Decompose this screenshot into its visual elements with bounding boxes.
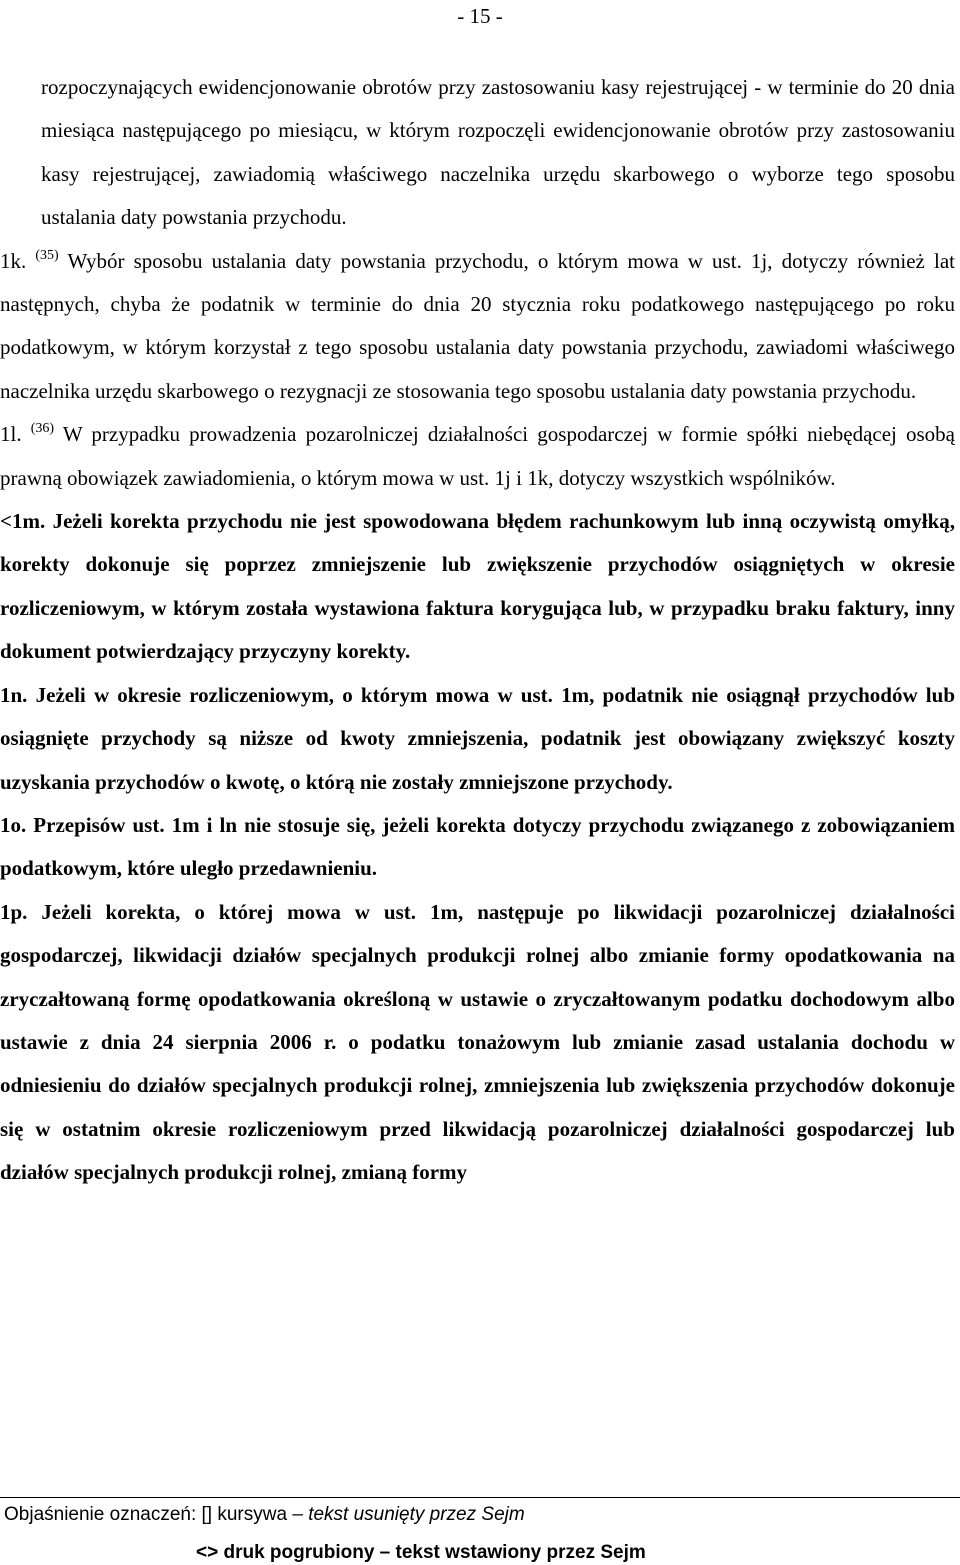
document-body — [0, 66, 956, 1195]
paragraph-1n — [0, 674, 955, 804]
paragraph-1p — [0, 891, 955, 1195]
legend-label: Objaśnienie oznaczeń: — [4, 1504, 197, 1525]
paragraph-1o — [0, 804, 955, 891]
footnote-ref: (35) — [35, 247, 59, 263]
page-number: - 15 - — [457, 4, 503, 28]
footer-legend-line-1 — [4, 1503, 960, 1527]
paragraph-number: 1p. — [0, 899, 28, 924]
paragraph-text: Jeżeli korekta przychodu nie jest spowodowana błędem rachunkowym lub inną oczywistą omyłką, korekty dokonuje się poprzez zmniejszenie lub zwiększenie przychodów osiągniętych w okresie rozliczeniowym, w którym została wystawiona faktura korygująca lub, w przypadku braku faktury, inny dokument potwierdzający przyczyny korekty. — [0, 509, 956, 664]
paragraph-number: <1m. — [0, 509, 46, 534]
paragraph-text: Przepisów ust. 1m i ln nie stosuje się, jeżeli korekta dotyczy przychodu związanego z zobowiązaniem podatkowym, które uległo przedawnieniu. — [0, 812, 955, 881]
legend-meaning: tekst usunięty przez Sejm — [308, 1504, 525, 1525]
paragraph-1l — [0, 413, 955, 500]
paragraph-text: Jeżeli korekta, o której mowa w ust. 1m, następuje po likwidacji pozarolniczej działalności gospodarczej, likwidacji działów specjalnych produkcji rolnej albo zmianie formy opodatkowania na zryczałtowaną formę opodatkowania określoną w ustawie o zryczałtowanym podatku dochodowym albo ustawie z dnia 24 sierpnia 2006 r. o podatku tonażowym lub zmianie zasad ustalania dochodu w odniesieniu do działów specjalnych produkcji rolnej, zmniejszenia lub zwiększenia przychodów dokonuje się w ostatnim okresie rozliczeniowym przed likwidacją pozarolniczej działalności gospodarczej lub działów specjalnych produkcji rolnej, zmianą formy — [0, 899, 955, 1185]
paragraph-1k — [0, 240, 955, 414]
footer-divider — [0, 1497, 960, 1498]
footer-legend-line-2: <> druk pogrubiony – tekst wstawiony przez Sejm — [196, 1542, 646, 1563]
legend-marker: [] kursywa — [201, 1504, 288, 1525]
paragraph-text: Jeżeli w okresie rozliczeniowym, o którym mowa w ust. 1m, podatnik nie osiągnął przychodów lub osiągnięte przychody są niższe od kwoty zmniejszenia, podatnik jest obowiązany zwiększyć koszty uzyskania przychodów o kwotę, o którą nie zostały zmniejszone przychody. — [0, 682, 955, 794]
paragraph-text: W przypadku prowadzenia pozarolniczej działalności gospodarczej w formie spółki niebędącej osobą prawną obowiązek zawiadomienia, o którym mowa w ust. 1j i 1k, dotyczy wszystkich wspólników. — [0, 422, 956, 490]
legend-dash: – — [292, 1504, 303, 1525]
paragraph-number: 1k. — [0, 248, 27, 273]
paragraph-number: 1o. — [0, 812, 27, 837]
paragraph-intro: rozpoczynających ewidencjonowanie obrotów przy zastosowaniu kasy rejestrującej - w terminie do 20 dnia miesiąca następującego po miesiącu, w którym rozpoczęli ewidencjonowanie obrotów przy zastosowaniu kasy rejestrującej, zawiadomią właściwego naczelnika urzędu skarbowego o wyborze tego sposobu ustalania daty powstania przychodu. — [41, 75, 955, 230]
paragraph-1m — [0, 500, 955, 674]
paragraph-text: Wybór sposobu ustalania daty powstania przychodu, o którym mowa w ust. 1j, dotyczy również lat następnych, chyba że podatnik w terminie do dnia 20 stycznia roku podatkowego następującego po roku podatkowym, w którym korzystał z tego sposobu ustalania daty powstania przychodu, zawiadomi właściwego naczelnika urzędu skarbowego o rezygnacji ze stosowania tego sposobu ustalania daty powstania przychodu. — [0, 248, 955, 403]
paragraph-number: 1l. — [0, 422, 22, 447]
paragraph-number: 1n. — [0, 682, 28, 707]
footnote-ref: (36) — [30, 421, 55, 437]
